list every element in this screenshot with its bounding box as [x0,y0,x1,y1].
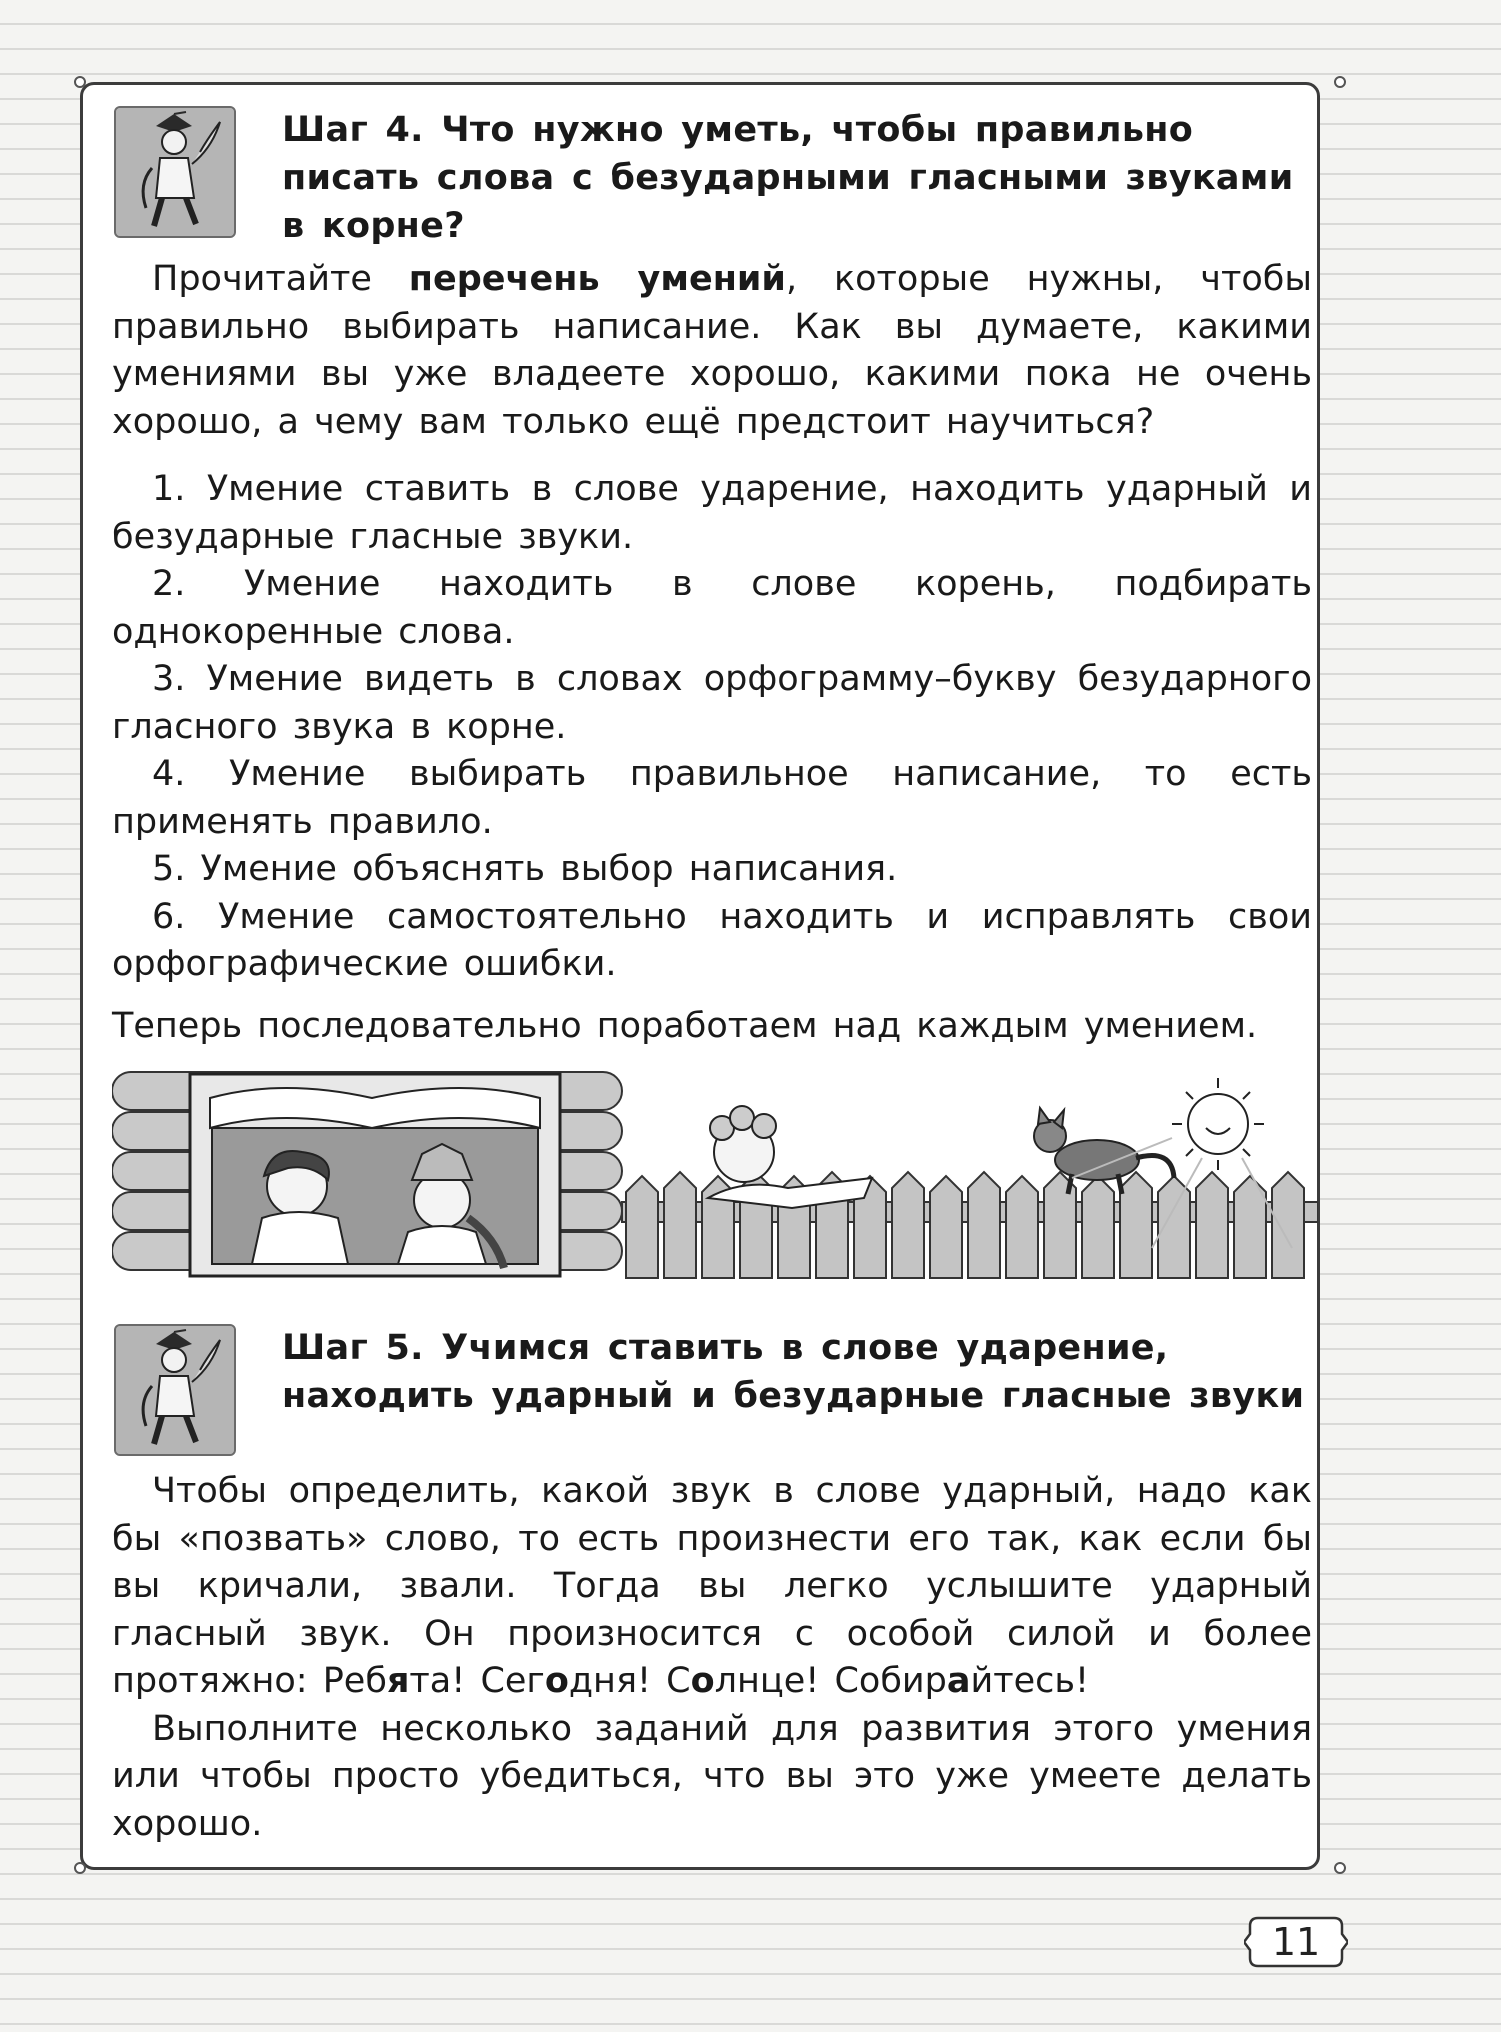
step5-title: Шаг 5. Учимся ставить в слове ударение, находить ударный и безударные гласные звуки [282,1328,1305,1416]
step5-explanation: Чтобы определить, какой звук в слове ударный, надо как бы «позвать» слово, то есть произнести его так, как если бы вы кричали, звали. Тогда вы легко услышите ударный гласный звук. Он произносится с особой силой и более протяжно: Ребята! Сегодня! Солнце! Собирайтесь! [112,1471,1312,1701]
stress-example: Ребята! [322,1661,466,1701]
step5-header [114,1324,1332,1456]
stress-example: Сегодня! [480,1661,652,1701]
skill-item: 2. Умение находить в слове корень, подбирать однокоренные слова. [112,564,1312,652]
skills-list-term: перечень умений [408,259,786,299]
step5-task-intro: Выполните несколько заданий для развития этого умения или чтобы просто убедиться, что вы это уже умеете делать хорошо. [112,1708,1312,1844]
skill-item: 3. Умение видеть в словах орфограмму–букву безударного гласного звука в корне. [112,659,1312,747]
step4-header [114,106,1332,250]
skill-item: 6. Умение самостоятельно находить и исправлять свои орфографические ошибки. [112,896,1312,984]
binding-hole-top-right [1334,76,1346,88]
stress-example: Солнце! [666,1661,820,1701]
skill-item: 4. Умение выбирать правильное написание, то есть применять правило. [112,754,1312,842]
step4-body [112,256,1312,1050]
page-number: 11 [1244,1914,1348,1970]
picket-fence [622,1172,1318,1278]
step5-body [112,1468,1312,1848]
carved-window [190,1074,560,1276]
curly-girl [708,1106,872,1208]
skills-list [112,466,1312,989]
stress-example: Собирайтесь! [834,1661,1090,1701]
village-illustration [112,1068,1318,1300]
skill-item: 5. Умение объяснять выбор написания. [152,849,898,889]
step4-intro: Прочитайте перечень умений, которые нужны, чтобы правильно выбирать написание. Как вы думаете, какими умениями вы уже владеете хорошо, какими пока не очень хорошо, а чему вам только ещё предстоит научиться? [112,259,1312,442]
binding-hole-bottom-left [74,1862,86,1874]
step4-title: Шаг 4. Что нужно уметь, чтобы правильно писать слова с безударными гласными звуками в корне? [282,110,1294,246]
step4-conclusion: Теперь последовательно поработаем над каждым умением. [112,1005,1258,1046]
skill-item: 1. Умение ставить в слове ударение, находить ударный и безударные гласные звуки. [112,469,1312,557]
binding-hole-bottom-right [1334,1862,1346,1874]
scribe-boy-icon [114,106,236,238]
binding-hole-top-left [74,76,86,88]
scribe-boy-icon [114,1324,236,1456]
